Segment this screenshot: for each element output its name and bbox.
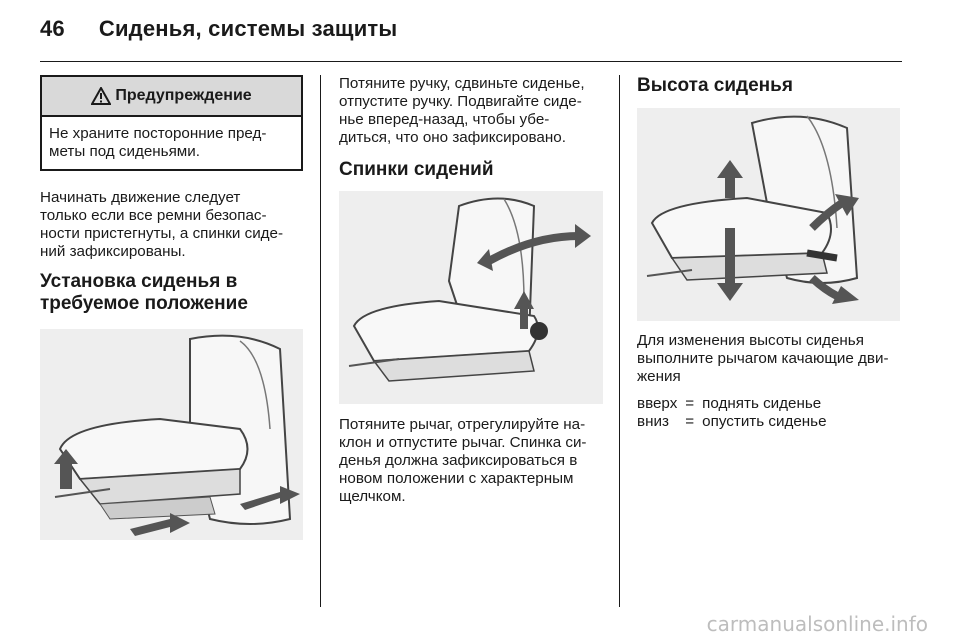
definition-term: вверх xyxy=(637,395,678,412)
column-3 xyxy=(637,75,901,431)
definition-list xyxy=(637,395,901,431)
height-instruction-paragraph: Для изменения высоты сиденья выполните рычагом качающие дви- жения xyxy=(637,332,889,385)
section-heading-backrest: Спинки сидений xyxy=(339,159,494,180)
page-title: Сиденья, системы защиты xyxy=(98,16,398,41)
section-heading-seat-position: Установка сиденья в требуемое положение xyxy=(40,271,248,314)
backrest-recline-illustration xyxy=(339,191,603,404)
recline-instruction-paragraph: Потяните рычаг, отрегулируйте на- клон и отпустите рычаг. Спинка си- денья должна зафиксироваться в новом положении с характерным щелчком. xyxy=(339,416,587,505)
intro-paragraph: Начинать движение следует только если все ремни безопас- ности пристегнуты, а спинки сиде- ний зафиксированы. xyxy=(40,189,284,260)
column-2 xyxy=(339,75,604,506)
definition-description: поднять сиденье xyxy=(702,395,822,412)
column-divider xyxy=(619,75,620,607)
page-header xyxy=(40,16,397,42)
header-rule xyxy=(40,61,902,62)
section-heading-seat-height: Высота сиденья xyxy=(637,75,793,96)
column-divider xyxy=(320,75,321,607)
watermark: carmanualsonline.info xyxy=(706,612,928,636)
warning-triangle-icon xyxy=(91,87,111,105)
warning-text: Не храните посторонние пред- меты под сиденьями. xyxy=(49,125,267,160)
definition-separator: = xyxy=(685,395,695,412)
column-1 xyxy=(40,75,304,540)
warning-title: Предупреждение xyxy=(115,87,252,104)
warning-box xyxy=(40,75,303,171)
warning-header xyxy=(42,77,301,117)
page-number: 46 xyxy=(40,16,65,41)
slide-instruction-paragraph: Потяните ручку, сдвиньте сиденье, отпустите ручку. Подвигайте сиде- нье вперед-назад, чтобы убе- диться, что оно зафиксировано. xyxy=(339,75,585,146)
definition-description: опустить сиденье xyxy=(702,413,827,430)
seat-slide-illustration xyxy=(40,329,303,540)
definition-term: вниз xyxy=(637,413,669,430)
seat-height-illustration xyxy=(637,108,900,321)
definition-separator: = xyxy=(685,413,695,430)
